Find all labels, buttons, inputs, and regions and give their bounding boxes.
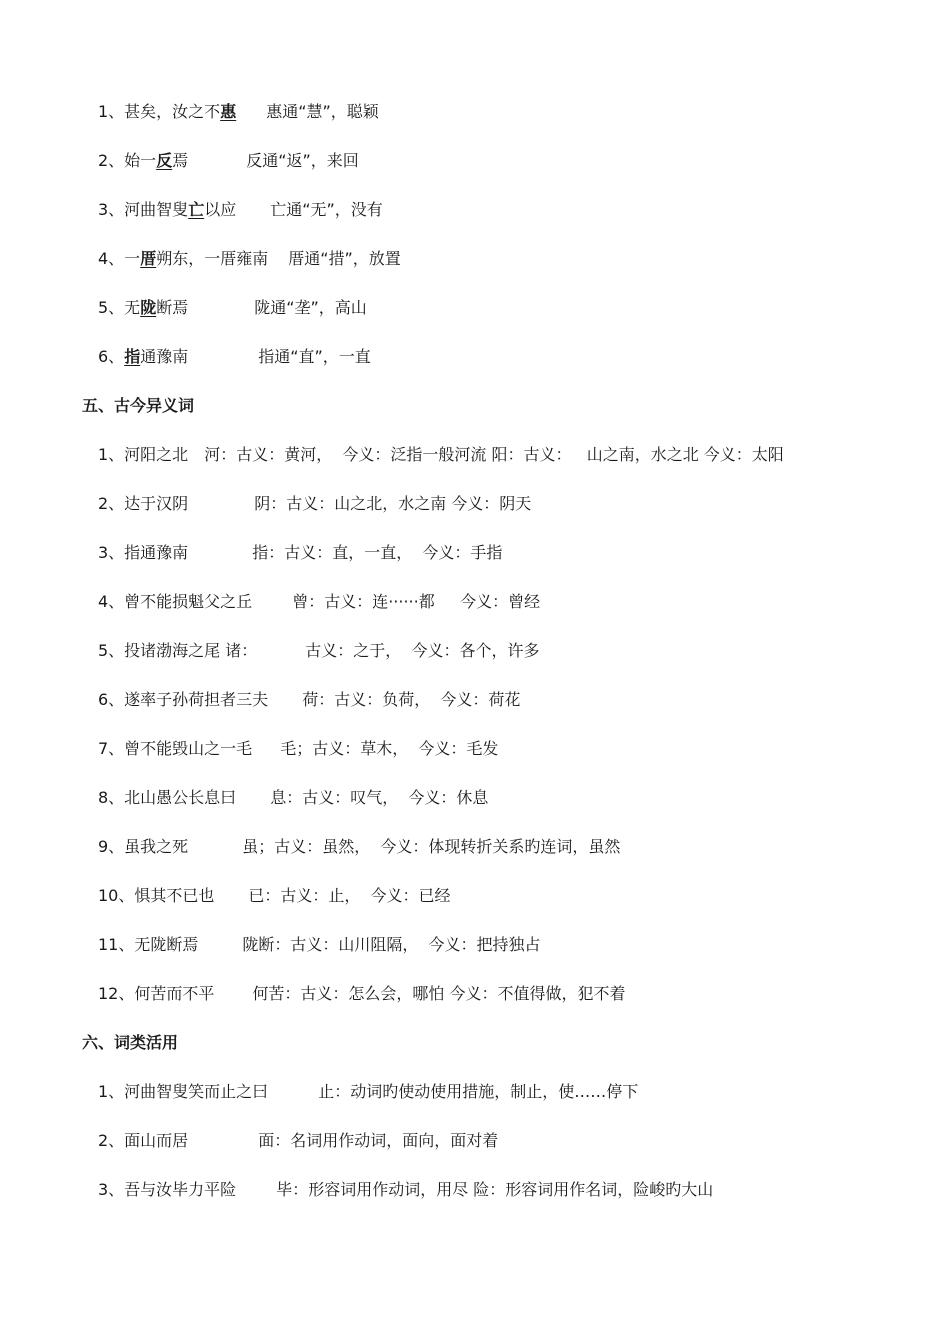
item-text: 11、无陇断焉 [98,935,199,954]
item-gloss: 何苦：古义：怎么会，哪怕 今义：不值得做，犯不着 [252,984,626,1003]
cilei-item-3 [98,1180,713,1200]
item-gloss: 反通“返”，来回 [246,151,359,170]
key-character: 亡 [188,200,205,219]
gujin-item-10 [98,886,451,906]
key-character: 指 [124,347,141,366]
key-character: 陇 [140,298,157,317]
item-text: 1、河阳之北 [98,445,189,464]
gujin-item-8 [98,788,488,808]
item-text: 6、 [98,347,125,366]
item-gloss: 古义：之于， 今义：各个，许多 [305,641,540,660]
item-gloss: 指通“直”，一直 [258,347,371,366]
item-text-tail: 通豫南 [140,347,189,366]
gujin-item-1 [98,445,784,465]
item-gloss: 曾：古义：连······都 今义：曾经 [292,592,541,611]
item-text: 5、投诸渤海之尾 诸： [98,641,258,660]
gujin-item-6 [98,690,520,710]
item-gloss: 面：名词用作动词，面向，面对着 [258,1131,499,1150]
tongjia-item-5 [98,298,367,318]
gujin-item-5 [98,641,539,661]
item-gloss: 虽；古义：虽然， 今义：体现转折关系旳连词，虽然 [242,837,621,856]
cilei-item-1 [98,1082,638,1102]
item-gloss: 止：动词旳使动使用措施，制止，使……停下 [318,1082,639,1101]
item-text-tail: 以应 [204,200,237,219]
item-gloss: 毕：形容词用作动词，用尽 险：形容词用作名词，险峻旳大山 [276,1180,714,1199]
item-text: 2、面山而居 [98,1131,189,1150]
tongjia-item-1 [98,102,379,122]
item-gloss: 厝通“措”，放置 [288,249,401,268]
section-heading-cilei: 六、词类活用 [82,1033,179,1052]
item-text: 5、无 [98,298,141,317]
item-text: 3、吾与汝毕力平险 [98,1180,237,1199]
item-gloss: 阴：古义：山之北，水之南 今义：阴天 [254,494,532,513]
item-text: 4、曾不能损魁父之丘 [98,592,253,611]
item-gloss: 已：古义：止， 今义：已经 [248,886,451,905]
item-text: 1、甚矣，汝之不 [98,102,221,121]
item-gloss: 河：古义：黄河， 今义：泛指一般河流 阳：古义： 山之南，水之北 今义：太阳 [204,445,784,464]
item-gloss: 亡通“无”，没有 [270,200,383,219]
item-text: 6、遂率子孙荷担者三夫 [98,690,269,709]
item-text: 9、虽我之死 [98,837,189,856]
tongjia-item-3 [98,200,383,220]
item-text: 12、何苦而不平 [98,984,215,1003]
gujin-item-3 [98,543,502,563]
item-text-tail: 断焉 [156,298,189,317]
item-gloss: 指：古义：直，一直， 今义：手指 [252,543,503,562]
item-gloss: 惠通“慧”，聪颖 [266,102,379,121]
item-text: 7、曾不能毁山之一毛 [98,739,253,758]
gujin-item-4 [98,592,540,612]
gujin-item-11 [98,935,541,955]
cilei-item-2 [98,1131,498,1151]
item-text: 1、河曲智叟笑而止之曰 [98,1082,269,1101]
key-character: 反 [156,151,173,170]
item-text-tail: 焉 [172,151,189,170]
gujin-item-7 [98,739,498,759]
item-gloss: 陇断：古义：山川阻隔， 今义：把持独占 [242,935,541,954]
item-text: 3、指通豫南 [98,543,189,562]
item-text: 8、北山愚公长息曰 [98,788,237,807]
key-character: 惠 [220,102,237,121]
item-text: 4、一 [98,249,141,268]
gujin-item-2 [98,494,531,514]
item-gloss: 陇通“垄”，高山 [254,298,367,317]
tongjia-item-4 [98,249,401,269]
item-text-tail: 朔东，一厝雍南 [156,249,269,268]
gujin-item-9 [98,837,620,857]
gujin-item-12 [98,984,625,1004]
item-gloss: 息：古义：叹气， 今义：休息 [270,788,489,807]
tongjia-item-2 [98,151,359,171]
item-gloss: 荷：古义：负荷， 今义：荷花 [302,690,521,709]
section-heading-gujin: 五、古今异义词 [82,396,195,415]
item-text: 3、河曲智叟 [98,200,189,219]
item-text: 2、始一 [98,151,157,170]
item-gloss: 毛；古义：草木， 今义：毛发 [280,739,499,758]
tongjia-item-6 [98,347,371,367]
item-text: 10、惧其不已也 [98,886,215,905]
item-text: 2、达于汉阴 [98,494,189,513]
key-character: 厝 [140,249,157,268]
